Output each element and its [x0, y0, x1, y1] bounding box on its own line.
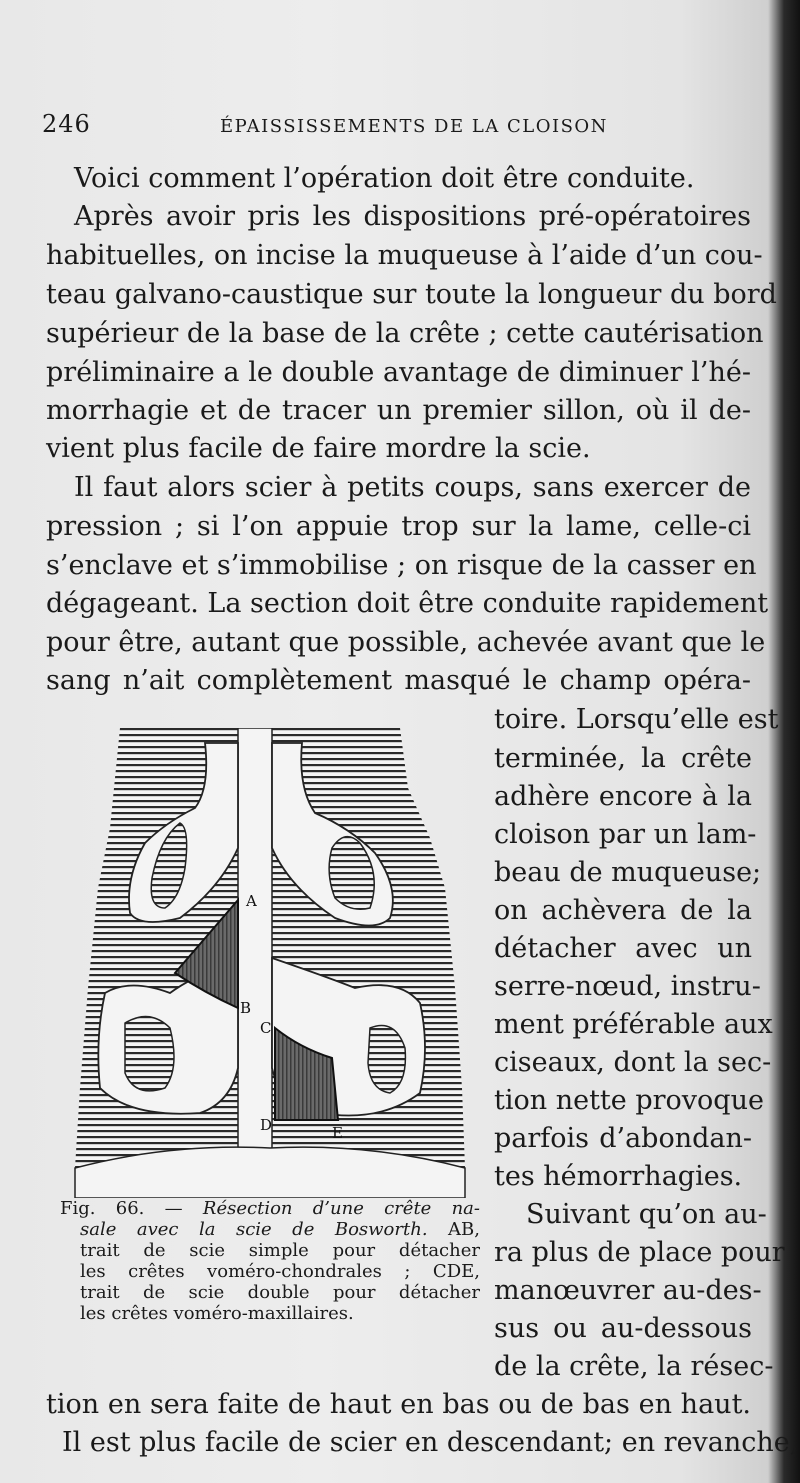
caption-title-2: sale avec la scie de Bosworth.	[80, 1219, 428, 1240]
column-line: tes hémorrhagies.	[494, 1161, 743, 1192]
caption-line: trait de scie simple pour détacher	[80, 1240, 480, 1261]
caption-fig-label: Fig. 66. —	[60, 1198, 183, 1219]
column-line: ment préférable aux	[494, 1009, 773, 1040]
running-title: ÉPAISSISSEMENTS DE LA CLOISON	[220, 116, 608, 137]
figure-66	[70, 728, 470, 1198]
body-line: sang n’ait complètement masqué le champ opéra-	[46, 665, 751, 696]
column-line: adhère encore à la	[494, 781, 752, 812]
body-line: pour être, autant que possible, achevée avant que le	[46, 627, 766, 658]
nasal-floor	[75, 1147, 465, 1198]
body-line: teau galvano-caustique sur toute la longueur du bord	[46, 279, 777, 310]
label-a: A	[246, 892, 257, 910]
body-line: Voici comment l’opération doit être conduite.	[74, 163, 695, 194]
caption-title-1: Résection d’une crête na-	[202, 1198, 480, 1219]
column-line: ra plus de place pour	[494, 1237, 785, 1268]
column-line: de la crête, la résec-	[494, 1351, 774, 1382]
body-line: tion en sera faite de haut en bas ou de bas en haut.	[46, 1389, 751, 1420]
column-line: ciseaux, dont la sec-	[494, 1047, 772, 1078]
caption-line: trait de scie double pour détacher	[80, 1282, 480, 1303]
column-line: terminée, la crête	[494, 743, 752, 774]
page-header	[42, 110, 760, 146]
body-line: Après avoir pris les dispositions pré-opératoires	[74, 201, 751, 232]
column-line: sus ou au-dessous	[494, 1313, 752, 1344]
label-c: C	[260, 1019, 272, 1037]
body-line: morrhagie et de tracer un premier sillon, où il de-	[46, 395, 751, 426]
right-lower-cavity	[368, 1026, 405, 1094]
septum	[238, 728, 272, 1168]
label-d: D	[260, 1116, 273, 1134]
body-line: supérieur de la base de la crête ; cette cautérisation	[46, 318, 764, 349]
body-line: vient plus facile de faire mordre la scie.	[46, 433, 591, 464]
body-line: pression ; si l’on appuie trop sur la lame, celle-ci	[46, 511, 751, 542]
body-line: Il faut alors scier à petits coups, sans exercer de	[74, 472, 751, 503]
column-line: tion nette provoque	[494, 1085, 764, 1116]
column-line: serre-nœud, instru-	[494, 971, 761, 1002]
body-line: Il est plus facile de scier en descendant; en revanche,	[62, 1427, 799, 1458]
caption-line: les crêtes voméro-maxillaires.	[80, 1303, 354, 1324]
figure-caption	[60, 1198, 480, 1324]
column-line: on achèvera de la	[494, 895, 752, 926]
body-line: s’enclave et s’immobilise ; on risque de la casser en	[46, 550, 757, 581]
label-e: E	[332, 1124, 343, 1142]
page-number: 246	[42, 110, 91, 138]
caption-line: les crêtes voméro-chondrales ; CDE,	[80, 1261, 480, 1282]
column-line: manœuvrer au-des-	[494, 1275, 762, 1306]
column-line: toire. Lorsqu’elle est	[494, 704, 779, 735]
body-line: dégageant. La section doit être conduite rapidement	[46, 588, 769, 619]
nasal-crest-diagram	[70, 728, 470, 1198]
label-b: B	[240, 999, 252, 1017]
column-line: beau de muqueuse;	[494, 857, 762, 888]
column-line: cloison par un lam-	[494, 819, 757, 850]
left-lower-cavity	[125, 1017, 174, 1091]
body-line: habituelles, on incise la muqueuse à l’aide d’un cou-	[46, 240, 763, 271]
caption-text-2: AB,	[448, 1219, 480, 1240]
body-line: préliminaire a le double avantage de diminuer l’hé-	[46, 357, 751, 388]
column-line: parfois d’abondan-	[494, 1123, 752, 1154]
column-line: Suivant qu’on au-	[526, 1199, 767, 1230]
column-line: détacher avec un	[494, 933, 752, 964]
